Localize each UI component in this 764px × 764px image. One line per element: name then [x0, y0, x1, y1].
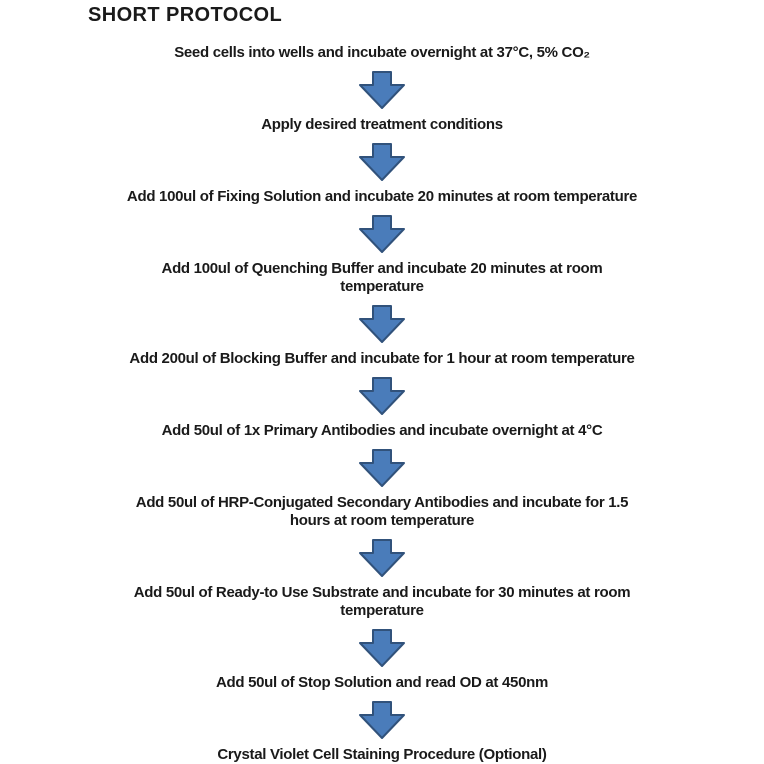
- down-arrow-icon: [359, 143, 405, 181]
- down-arrow-icon: [359, 449, 405, 487]
- step-text-line: Crystal Violet Cell Staining Procedure (Optional): [217, 746, 547, 763]
- down-arrow-icon: [359, 377, 405, 415]
- protocol-step: [174, 44, 590, 62]
- down-arrow-icon: [359, 215, 405, 253]
- protocol-step: [134, 584, 631, 620]
- protocol-step: [216, 674, 548, 692]
- step-text-line: Apply desired treatment conditions: [261, 116, 503, 133]
- protocol-step: [261, 116, 503, 134]
- protocol-step: [162, 260, 603, 296]
- step-text-line: Add 50ul of Ready-to Use Substrate and incubate for 30 minutes at room: [133, 584, 631, 601]
- protocol-step: [136, 494, 628, 530]
- down-arrow-icon: [359, 539, 405, 577]
- protocol-step: [129, 350, 634, 368]
- step-text-line: Add 100ul of Fixing Solution and incubate 20 minutes at room temperature: [126, 188, 638, 205]
- down-arrow-icon: [359, 701, 405, 739]
- step-text-line: Seed cells into wells and incubate overnight at 37°C, 5% CO₂: [174, 44, 590, 61]
- flowchart: [37, 44, 727, 764]
- page-title: SHORT PROTOCOL: [88, 4, 283, 26]
- down-arrow-icon: [359, 629, 405, 667]
- step-text-line: Add 200ul of Blocking Buffer and incubate for 1 hour at room temperature: [129, 350, 635, 367]
- down-arrow-icon: [359, 71, 405, 109]
- step-text-line: Add 50ul of 1x Primary Antibodies and incubate overnight at 4°C: [161, 422, 603, 439]
- step-text-line: Add 100ul of Quenching Buffer and incubate 20 minutes at room: [161, 260, 603, 277]
- step-text-line: Add 50ul of Stop Solution and read OD at 450nm: [215, 674, 549, 691]
- step-text-line: temperature: [340, 602, 424, 619]
- protocol-step: [217, 746, 546, 764]
- protocol-step: [127, 188, 637, 206]
- step-text-line: Add 50ul of HRP-Conjugated Secondary Antibodies and incubate for 1.5: [135, 494, 629, 511]
- down-arrow-icon: [359, 305, 405, 343]
- step-text-line: hours at room temperature: [289, 512, 475, 529]
- protocol-step: [162, 422, 603, 440]
- step-text-line: temperature: [340, 278, 424, 295]
